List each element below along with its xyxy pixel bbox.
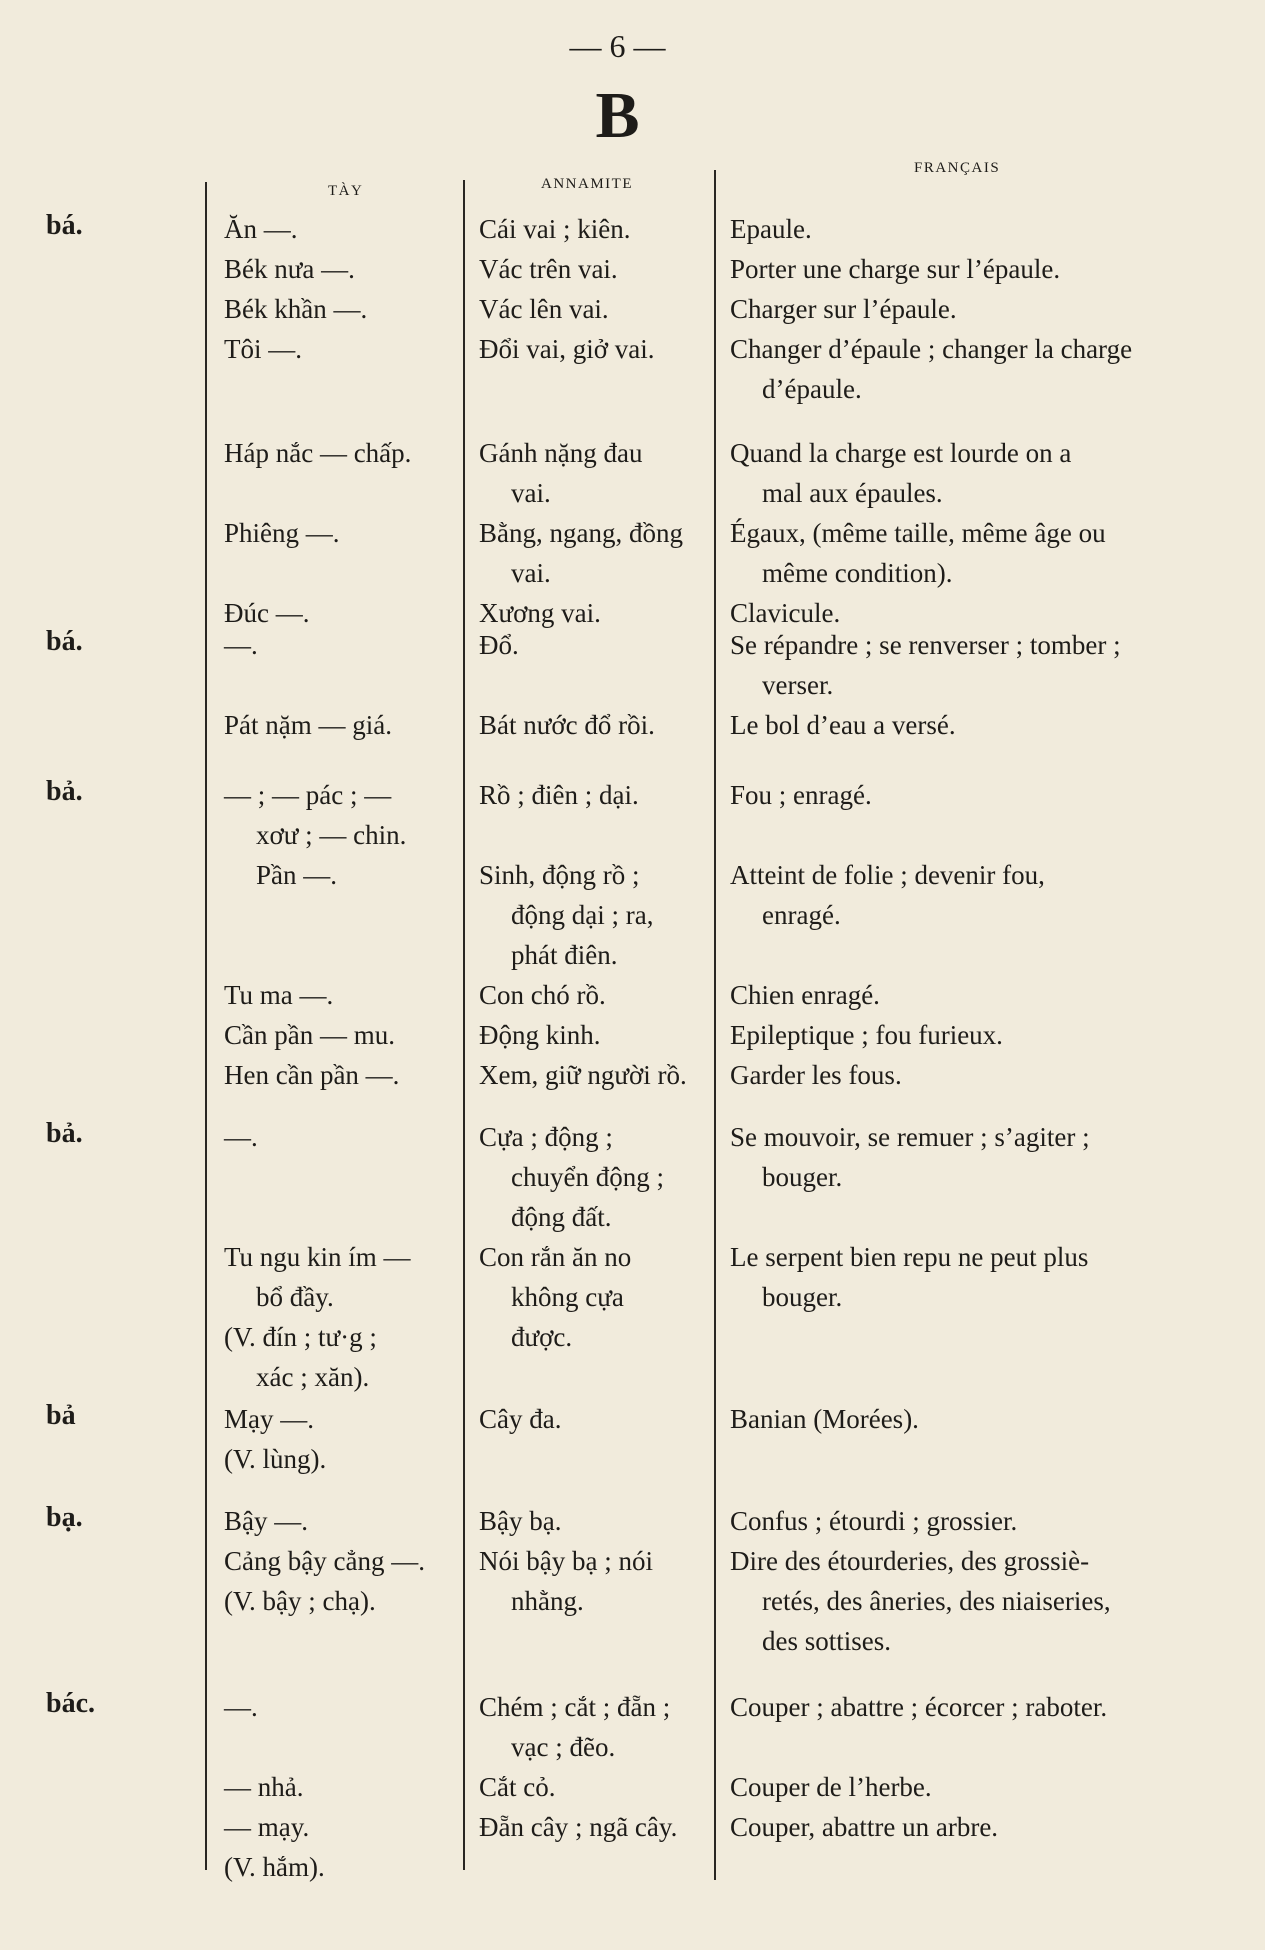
annamite-text: Vác lên vai. xyxy=(479,294,609,324)
annamite-text: Chém ; cắt ; đẵn ; xyxy=(479,1692,671,1722)
francais-text: Le serpent bien repu ne peut plus xyxy=(730,1242,1089,1272)
annamite-text: Sinh, động rồ ; xyxy=(479,860,640,890)
tay-text: (V. lùng). xyxy=(224,1444,327,1474)
entry-line xyxy=(0,290,1265,330)
entry-line xyxy=(0,1848,1265,1888)
entry-line xyxy=(0,1158,1265,1198)
tay-text: Háp nắc — chấp. xyxy=(224,438,412,468)
francais-text: Epileptique ; fou furieux. xyxy=(730,1020,1003,1050)
annamite-text: vạc ; đẽo. xyxy=(511,1732,616,1762)
tay-text: Bậy —. xyxy=(224,1506,308,1536)
annamite-text: Xem, giữ người rồ. xyxy=(479,1060,687,1090)
francais-text: bouger. xyxy=(762,1282,843,1312)
francais-text: Charger sur l’épaule. xyxy=(730,294,957,324)
headword: bạ. xyxy=(46,1502,83,1533)
section-letter: B xyxy=(595,79,640,152)
francais-text: enragé. xyxy=(762,900,841,930)
annamite-text: phát điên. xyxy=(511,940,618,970)
tay-text: (V. hắm). xyxy=(224,1852,325,1882)
tay-text: Cần pần — mu. xyxy=(224,1020,395,1050)
francais-text: Garder les fous. xyxy=(730,1060,902,1090)
tay-text: Ăn —. xyxy=(224,214,298,244)
column-header-francais: FRANÇAIS xyxy=(914,160,1001,176)
annamite-text: Nói bậy bạ ; nói xyxy=(479,1546,653,1576)
entry-line xyxy=(0,434,1265,474)
entry-line xyxy=(0,210,1265,250)
francais-text: Se mouvoir, se remuer ; s’agiter ; xyxy=(730,1122,1090,1152)
tay-text: Tôi —. xyxy=(224,334,302,364)
entry-line xyxy=(0,1582,1265,1622)
tay-text: Tu ngu kin ím — xyxy=(224,1242,411,1272)
francais-text: Couper de l’herbe. xyxy=(730,1772,932,1802)
entry-line xyxy=(0,1056,1265,1096)
entry-line xyxy=(0,1808,1265,1848)
annamite-text: vai. xyxy=(511,478,551,508)
tay-text: Pát nặm — giá. xyxy=(224,710,392,740)
francais-text: Clavicule. xyxy=(730,598,841,628)
column-header-tay: TÀY xyxy=(328,183,364,199)
annamite-text: Bát nước đổ rồi. xyxy=(479,710,655,740)
entry-line xyxy=(0,514,1265,554)
francais-text: Dire des étourderies, des grossiè- xyxy=(730,1546,1090,1576)
tay-text: — mạy. xyxy=(224,1812,310,1842)
francais-text: bouger. xyxy=(762,1162,843,1192)
entry-line xyxy=(0,1622,1265,1662)
annamite-text: động đất. xyxy=(511,1202,612,1232)
entry-line xyxy=(0,776,1265,816)
annamite-text: Đổ. xyxy=(479,630,519,660)
entry-line xyxy=(0,1768,1265,1808)
headword: bả. xyxy=(46,776,83,807)
entry-line xyxy=(0,330,1265,370)
entry-line xyxy=(0,1688,1265,1728)
entry-line xyxy=(0,1278,1265,1318)
francais-text: mal aux épaules. xyxy=(762,478,943,508)
annamite-text: Bậy bạ. xyxy=(479,1506,562,1536)
entry-line xyxy=(0,666,1265,706)
entry-line xyxy=(0,816,1265,856)
tay-text: —. xyxy=(224,1692,258,1722)
annamite-text: Xương vai. xyxy=(479,598,601,628)
entry-line xyxy=(0,370,1265,410)
annamite-text: Cắt cỏ. xyxy=(479,1772,556,1802)
tay-text: —. xyxy=(224,630,258,660)
francais-text: Confus ; étourdi ; grossier. xyxy=(730,1506,1018,1536)
annamite-text: Vác trên vai. xyxy=(479,254,618,284)
entry-line xyxy=(0,626,1265,666)
entry-line xyxy=(0,1118,1265,1158)
francais-text: Le bol d’eau a versé. xyxy=(730,710,956,740)
annamite-text: nhằng. xyxy=(511,1586,584,1616)
tay-text: bổ đầy. xyxy=(256,1282,334,1312)
annamite-text: Đẵn cây ; ngã cây. xyxy=(479,1812,678,1842)
column-header-annamite: ANNAMITE xyxy=(541,176,633,192)
francais-text: Quand la charge est lourde on a xyxy=(730,438,1072,468)
francais-text: Atteint de folie ; devenir fou, xyxy=(730,860,1045,890)
annamite-text: Đổi vai, giở vai. xyxy=(479,334,655,364)
entry-line xyxy=(0,1358,1265,1398)
francais-text: Couper, abattre un arbre. xyxy=(730,1812,999,1842)
headword: bá. xyxy=(46,626,83,657)
headword: bá. xyxy=(46,210,83,241)
entry-line xyxy=(0,976,1265,1016)
headword: bả. xyxy=(46,1118,83,1149)
annamite-text: chuyển động ; xyxy=(511,1162,664,1192)
annamite-text: được. xyxy=(511,1322,573,1352)
tay-text: Mạy —. xyxy=(224,1404,314,1434)
entry-line xyxy=(0,936,1265,976)
headword: bác. xyxy=(46,1688,95,1719)
entry-line xyxy=(0,1238,1265,1278)
headword: bả xyxy=(46,1400,76,1431)
tay-text: (V. bậy ; chạ). xyxy=(224,1586,376,1616)
entry-line xyxy=(0,1440,1265,1480)
entry-line xyxy=(0,1542,1265,1582)
francais-text: d’épaule. xyxy=(762,374,862,404)
francais-text: Banian (Morées). xyxy=(730,1404,919,1434)
entry-line xyxy=(0,1728,1265,1768)
tay-text: —. xyxy=(224,1122,258,1152)
annamite-text: không cựa xyxy=(511,1282,624,1312)
entry-line xyxy=(0,474,1265,514)
entry-line xyxy=(0,1400,1265,1440)
entry-line xyxy=(0,554,1265,594)
tay-text: Cảng bậy cẳng —. xyxy=(224,1546,425,1576)
annamite-text: động dại ; ra, xyxy=(511,900,654,930)
francais-text: Changer d’épaule ; changer la charge xyxy=(730,334,1133,364)
annamite-text: Cây đa. xyxy=(479,1404,562,1434)
tay-text: — nhả. xyxy=(224,1772,304,1802)
tay-text: Hen cần pần —. xyxy=(224,1060,400,1090)
entry-line xyxy=(0,1318,1265,1358)
tay-text: xơư ; — chin. xyxy=(256,820,407,850)
entry-line xyxy=(0,250,1265,290)
entry-line xyxy=(0,896,1265,936)
annamite-text: vai. xyxy=(511,558,551,588)
annamite-text: Rồ ; điên ; dại. xyxy=(479,780,639,810)
tay-text: Phiêng —. xyxy=(224,518,340,548)
francais-text: Couper ; abattre ; écorcer ; raboter. xyxy=(730,1692,1108,1722)
entry-line xyxy=(0,1502,1265,1542)
tay-text: Pần —. xyxy=(256,860,337,890)
tay-text: Bék khần —. xyxy=(224,294,368,324)
entry-line xyxy=(0,856,1265,896)
francais-text: Porter une charge sur l’épaule. xyxy=(730,254,1061,284)
tay-text: Đúc —. xyxy=(224,598,310,628)
tay-text: Tu ma —. xyxy=(224,980,334,1010)
francais-text: même condition). xyxy=(762,558,953,588)
francais-text: Égaux, (même taille, même âge ou xyxy=(730,518,1106,548)
annamite-text: Cái vai ; kiên. xyxy=(479,214,631,244)
francais-text: des sottises. xyxy=(762,1626,892,1656)
annamite-text: Gánh nặng đau xyxy=(479,438,643,468)
francais-text: retés, des âneries, des niaiseries, xyxy=(762,1586,1111,1616)
entry-line xyxy=(0,1198,1265,1238)
page-number: — 6 — xyxy=(569,28,666,64)
tay-text: Bék nưa —. xyxy=(224,254,355,284)
entry-line xyxy=(0,1016,1265,1056)
francais-text: Epaule. xyxy=(730,214,812,244)
annamite-text: Con chó rồ. xyxy=(479,980,606,1010)
entry-line xyxy=(0,706,1265,746)
annamite-text: Con rắn ăn no xyxy=(479,1242,632,1272)
annamite-text: Bằng, ngang, đồng xyxy=(479,518,683,548)
tay-text: xác ; xăn). xyxy=(256,1362,370,1392)
francais-text: Se répandre ; se renverser ; tomber ; xyxy=(730,630,1121,660)
tay-text: (V. đín ; tư·g ; xyxy=(224,1322,377,1352)
francais-text: Chien enragé. xyxy=(730,980,880,1010)
francais-text: Fou ; enragé. xyxy=(730,780,872,810)
annamite-text: Cựa ; động ; xyxy=(479,1122,613,1152)
tay-text: — ; — pác ; — xyxy=(224,780,392,810)
annamite-text: Động kinh. xyxy=(479,1020,601,1050)
francais-text: verser. xyxy=(762,670,834,700)
